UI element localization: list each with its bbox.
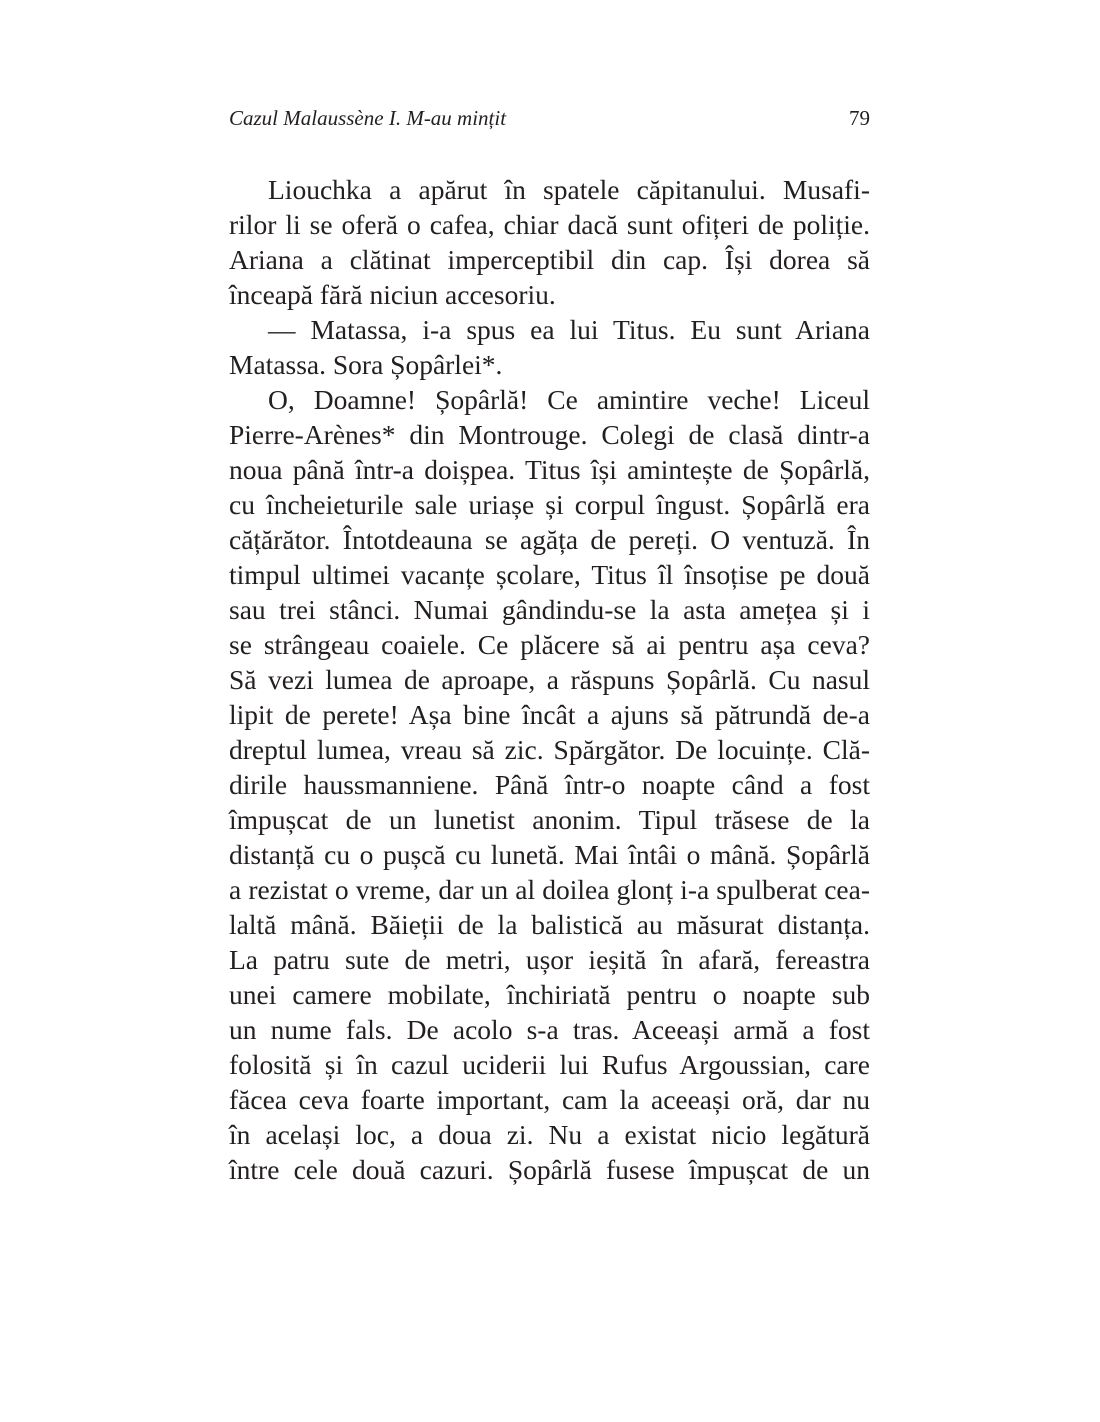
text-line: timpul ultimei vacanțe școlare, Titus îl însoțise pe două	[229, 559, 870, 590]
text-line: laltă mână. Băieții de la balistică au măsurat distanța.	[229, 909, 870, 940]
text-line: Să vezi lumea de aproape, a răspuns Șopârlă. Cu nasul	[229, 664, 870, 695]
text-line: între cele două cazuri. Șopârlă fusese împușcat de un	[229, 1154, 870, 1185]
running-title: Cazul Malaussène I. M-au mințit	[229, 106, 507, 130]
paragraph	[229, 312, 870, 382]
text-line: Liouchka a apărut în spatele căpitanului. Musafi-	[268, 174, 870, 205]
page-number: 79	[849, 106, 870, 130]
text-line: a rezistat o vreme, dar un al doilea glonț i-a spulberat cea-	[229, 874, 870, 905]
text-line: sau trei stânci. Numai gândindu-se la asta amețea și i	[229, 594, 870, 625]
text-line: cățărător. Întotdeauna se agăța de pereți. O ventuză. În	[229, 524, 870, 555]
text-line: O, Doamne! Șopârlă! Ce amintire veche! Liceul	[268, 384, 870, 415]
text-line: rilor li se oferă o cafea, chiar dacă sunt ofițeri de poliție.	[229, 209, 870, 240]
text-line: — Matassa, i-a spus ea lui Titus. Eu sunt Ariana	[268, 314, 870, 345]
paragraph	[229, 382, 870, 1187]
text-line: făcea ceva foarte important, cam la aceeași oră, dar nu	[229, 1084, 870, 1115]
text-line: distanță cu o pușcă cu lunetă. Mai întâi o mână. Șopârlă	[229, 839, 870, 870]
text-line: împușcat de un lunetist anonim. Tipul trăsese de la	[229, 804, 870, 835]
running-header	[229, 106, 870, 136]
text-line: La patru sute de metri, ușor ieșită în afară, fereastra	[229, 944, 870, 975]
text-line: se strângeau coaiele. Ce plăcere să ai pentru așa ceva?	[229, 629, 870, 660]
text-line: în același loc, a doua zi. Nu a existat nicio legătură	[229, 1119, 870, 1150]
text-line: înceapă fără niciun accesoriu.	[229, 279, 556, 310]
text-line: Matassa. Sora Șopârlei*.	[229, 349, 503, 380]
text-line: unei camere mobilate, închiriată pentru o noapte sub	[229, 979, 870, 1010]
text-line: dirile haussmanniene. Până într-o noapte când a fost	[229, 769, 870, 800]
text-line: folosită și în cazul uciderii lui Rufus Argoussian, care	[229, 1049, 870, 1080]
body-text	[229, 172, 870, 1187]
text-line: un nume fals. De acolo s-a tras. Aceeași armă a fost	[229, 1014, 870, 1045]
text-line: Ariana a clătinat imperceptibil din cap. Își dorea să	[229, 244, 870, 275]
text-line: Pierre-Arènes* din Montrouge. Colegi de clasă dintr-a	[229, 419, 870, 450]
text-line: lipit de perete! Așa bine încât a ajuns să pătrundă de-a	[229, 699, 870, 730]
text-line: cu încheieturile sale uriașe și corpul îngust. Șopârlă era	[229, 489, 870, 520]
text-line: dreptul lumea, vreau să zic. Spărgător. De locuințe. Clă-	[229, 734, 870, 765]
paragraph	[229, 172, 870, 312]
text-line: noua până într-a doișpea. Titus își amintește de Șopârlă,	[229, 454, 870, 485]
